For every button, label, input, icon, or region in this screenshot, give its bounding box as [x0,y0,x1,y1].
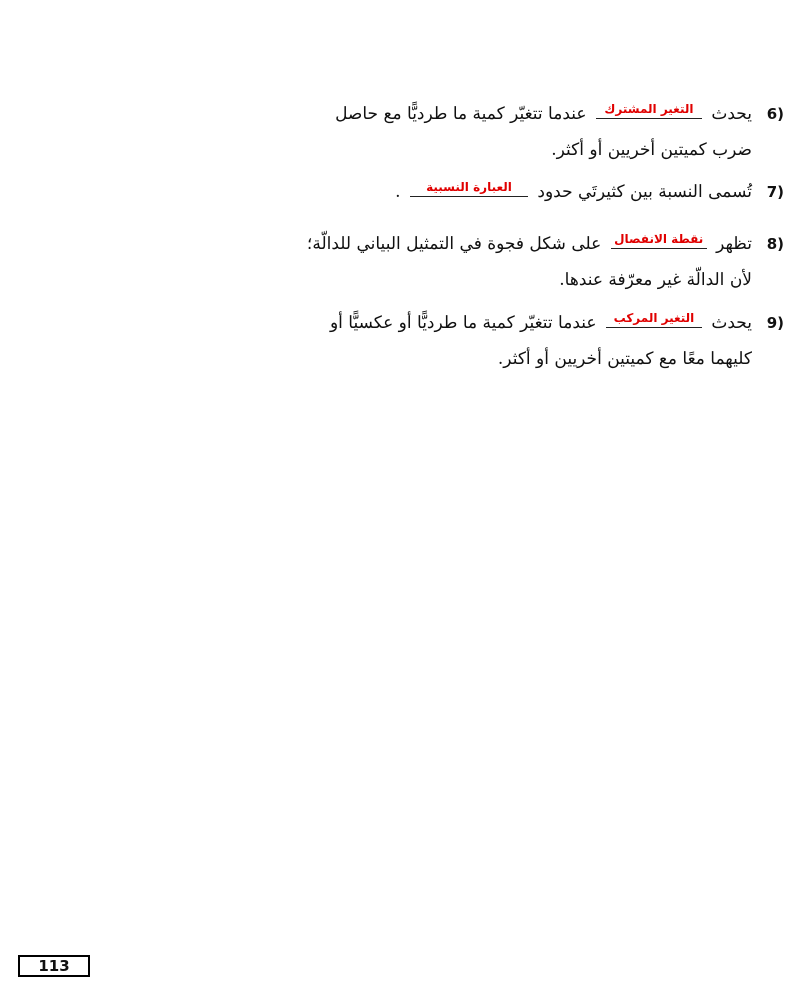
answer-text: نقطة الانفصال [614,232,704,246]
question-text-after: عندما تتغيّر كمية ما طرديًّا أو عكسيًّا أو [329,313,597,333]
question-text-after: على شكل فجوة في التمثيل البياني للدالّة؛ [306,234,602,254]
answer-blank [611,226,707,249]
question-number: 6) [766,105,784,123]
question-text-after: . [395,182,401,202]
answer-text: العبارة النسبية [426,180,512,194]
question-line-2: لأن الدالّة غير معرّفة عندها. [559,270,752,290]
question-7 [192,174,784,210]
page-number: 113 [18,955,90,977]
question-line-1 [192,96,752,132]
question-number: 8) [766,235,784,253]
question-text-before: تُسمى النسبة بين كثيرتَي حدود [537,182,752,202]
answer-text: التغير المشترك [604,102,694,116]
question-text-before: يحدث [711,104,752,124]
answer-text: التغير المركب [613,311,695,325]
question-9 [192,305,784,377]
question-text-before: تظهر [716,234,752,254]
question-line-1 [192,305,752,341]
question-line-2: كليهما معًا مع كميتين أخريين أو أكثر. [497,349,752,369]
question-line-1 [192,174,752,210]
answer-blank [596,96,702,119]
question-line-1 [192,226,752,262]
question-6 [192,96,784,168]
answer-blank [410,174,528,197]
question-text-before: يحدث [711,313,752,333]
question-8 [192,226,784,298]
question-number: 9) [766,314,784,332]
answer-blank [606,305,702,328]
question-number: 7) [766,183,784,201]
question-text-after: عندما تتغيّر كمية ما طرديًّا مع حاصل [335,104,587,124]
question-line-2: ضرب كميتين أخريين أو أكثر. [551,140,752,160]
